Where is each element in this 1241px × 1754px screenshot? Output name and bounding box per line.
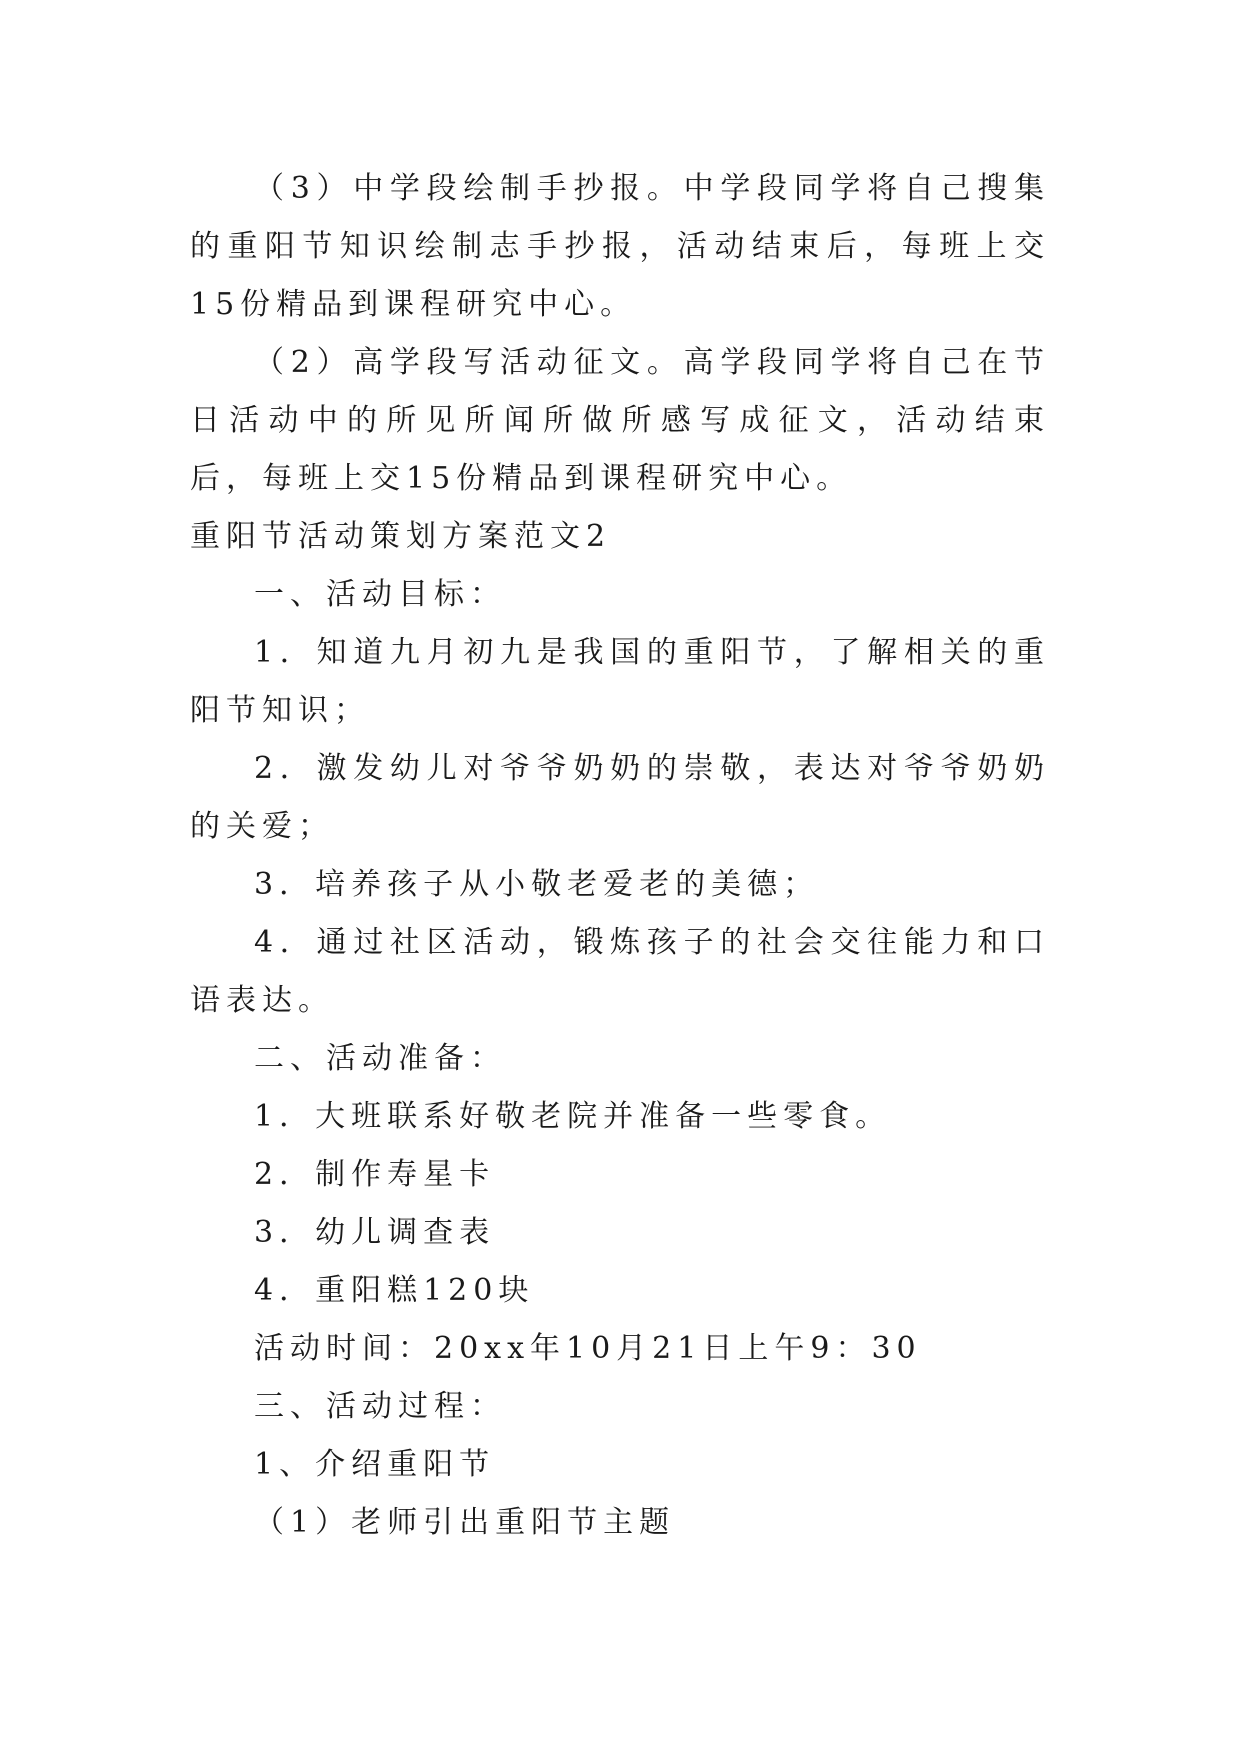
document-page: [190, 160, 1050, 1552]
goal-item: 2．激发幼儿对爷爷奶奶的崇敬，表达对爷爷奶奶的关爱；: [190, 751, 1050, 844]
goals-heading: 一、活动目标：: [254, 577, 506, 612]
prep-heading: 二、活动准备：: [254, 1041, 506, 1076]
section-title: 重阳节活动策划方案范文2: [190, 519, 612, 554]
process-subitem: （1）老师引出重阳节主题: [254, 1505, 676, 1540]
paragraph-high-grade: （2）高学段写活动征文。高学段同学将自己在节日活动中的所见所闻所做所感写成征文，活动结束后，每班上交15份精品到课程研究中心。: [190, 345, 1050, 496]
paragraph-middle-grade: （3）中学段绘制手抄报。中学段同学将自己搜集的重阳节知识绘制志手抄报，活动结束后，每班上交15份精品到课程研究中心。: [190, 171, 1050, 322]
goal-item: 4．通过社区活动，锻炼孩子的社会交往能力和口语表达。: [190, 925, 1050, 1018]
process-item: 1、介绍重阳节: [254, 1447, 496, 1482]
process-heading: 三、活动过程：: [254, 1389, 506, 1424]
goal-item: 3．培养孩子从小敬老爱老的美德；: [254, 867, 820, 902]
prep-item: 2．制作寿星卡: [254, 1157, 496, 1192]
prep-item: 1．大班联系好敬老院并准备一些零食。: [254, 1099, 892, 1134]
activity-time: 活动时间：20xx年10月21日上午9：30: [254, 1331, 922, 1366]
goal-item: 1．知道九月初九是我国的重阳节，了解相关的重阳节知识；: [190, 635, 1050, 728]
prep-item: 4．重阳糕120块: [254, 1273, 535, 1308]
prep-item: 3．幼儿调查表: [254, 1215, 496, 1250]
